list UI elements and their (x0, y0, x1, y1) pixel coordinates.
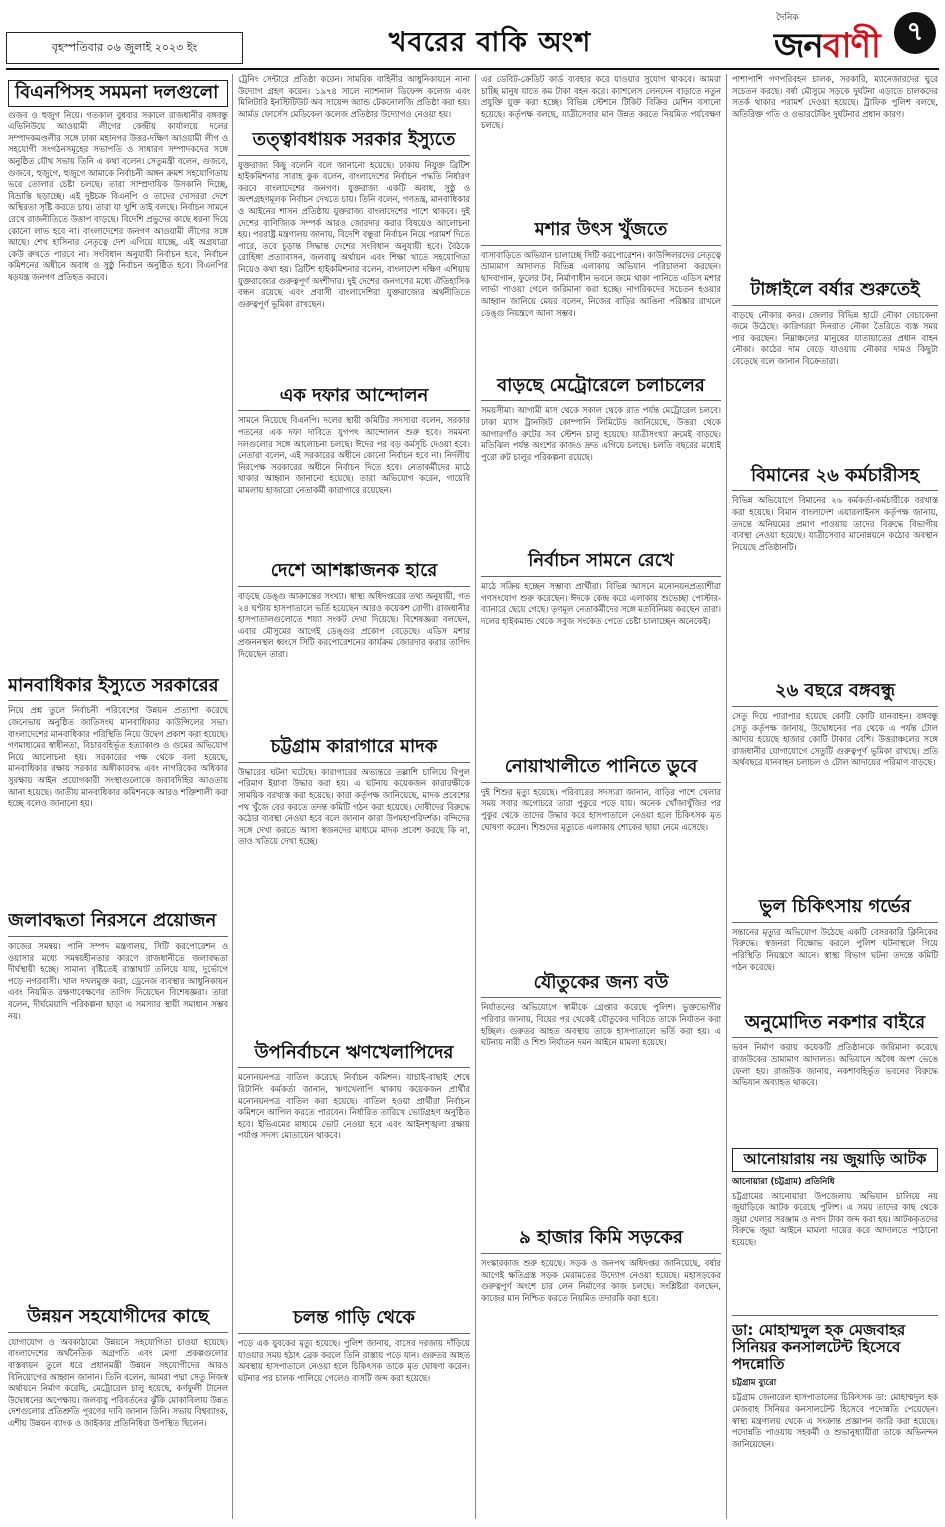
headline: নির্বাচন সামনে রেখে (528, 550, 674, 572)
divider (238, 586, 470, 587)
divider (481, 1253, 721, 1254)
article-body: বাড়ছে নৌকার কদর। জেলার বিভিন্ন হাটে নৌকা বেচাকেনা জমে উঠেছে। কারিগররা দিনরাত নৌকা তৈরিতে ব্যস্ত সময় পার করছেন। নিম্নাঞ্চলের মানুষের যাতায়াতের প্রধান বাহন নৌকা। কাঠের দাম বেড়ে যাওয়ায় নৌকার দামও কিছুটা বেড়েছে বলে জানান বিক্রেতারা। (732, 309, 938, 367)
headline: ভুল চিকিৎসায় গর্ভের (759, 896, 911, 918)
article-body: এর ডেবিট-ক্রেডিট কার্ড ব্যবহার করে যাওয়ার সুযোগ থাকবে। আমরা চাচ্ছি মানুষ যাতে কম টাকা বহন করে। ক্যাশলেস লেনদেন বাড়াতে নতুন প্রযুক্তি যুক্ত করা হচ্ছে। বিভিন্ন স্টেশনে টিকিট বিক্রির মেশিন বসানো হয়েছে। কর্তৃপক্ষ বলছে, যাত্রীসেবার মান উন্নত করতে নিয়মিত পর্যবেক্ষণ চলছে। (481, 74, 721, 131)
column-3 (481, 74, 721, 1519)
headline: ২৬ বছরে বঙ্গবন্ধু (774, 680, 896, 702)
column-divider (232, 74, 233, 1519)
column-divider (726, 74, 727, 1519)
article-body: বাড়ছে ডেঙ্গু আক্রান্তের সংখ্যা। স্বাস্থ্য অধিদপ্তরের তথ্য অনুযায়ী, গত ২৪ ঘণ্টায় হাসপাতালে ভর্তি হয়েছেন আরও কয়েকশ রোগী। রাজধানীর হাসপাতালগুলোতে শয্যা সংকট দেখা দিয়েছে। বিশেষজ্ঞরা বলছেন, এবার মৌসুমের আগেই ডেঙ্গুর প্রকোপ বেড়েছে। এডিস মশার প্রজননস্থল ধ্বংসে সিটি করপোরেশনের কার্যক্রম জোরদার করার তাগিদ দিয়েছেন তারা। (238, 591, 470, 660)
headline: আনোয়ারায় নয় জুয়াড়ি আটক (732, 1148, 938, 1171)
newspaper-logo (760, 6, 940, 66)
article-body: সামনে নিয়েছে বিএনপি। দলের স্থায়ী কমিটির সদস্যরা বলেন, সরকার পতনের এক দফা দাবিতে যুগপৎ আন্দোলন শুরু হবে। সমমনা দলগুলোর সঙ্গে আলোচনা চলছে। ঈদের পর বড় কর্মসূচি দেওয়া হবে। নেতারা বলেন, এই সরকারের অধীনে কোনো নির্বাচন হবে না। নির্দলীয় নিরপেক্ষ সরকারের অধীনে নির্বাচন দিতে হবে। নেতাকর্মীদের মাঠে থাকার আহ্বান জানানো হয়েছে। তারা অভিযোগ করেন, গায়েবি মামলায় হাজারো নেতাকর্মী কারাগারে রয়েছেন। (238, 415, 470, 495)
article-body: সেতু দিয়ে পারাপার হয়েছে কোটি কোটি যানবাহন। বঙ্গবন্ধু সেতু কর্তৃপক্ষ জানায়, উদ্বোধনের পর থেকে এ পর্যন্ত টোল আদায় হয়েছে হাজার কোটি টাকার বেশি। উত্তরাঞ্চলের সঙ্গে রাজধানীর যোগাযোগে সেতুটি গুরুত্বপূর্ণ ভূমিকা রাখছে। প্রতি অর্থবছরে যানবাহন চলাচল ও টোল আদায়ের পরিমাণ বাড়ছে। (732, 711, 938, 768)
article-body: পড়ে এক যুবকের মৃত্যু হয়েছে। পুলিশ জানায়, বাসের দরজায় দাঁড়িয়ে যাওয়ার সময় হঠাৎ ব্রেক করলে তিনি রাস্তায় পড়ে যান। গুরুতর আহত অবস্থায় হাসপাতালে নেওয়া হলে চিকিৎসক তাকে মৃত ঘোষণা করেন। ঘটনার পর চালক পালিয়ে গেলেও বাসটি জব্দ করা হয়েছে। (238, 1338, 470, 1383)
article-body: সংস্কারকাজ শুরু হয়েছে। সড়ক ও জনপথ অধিদপ্তর জানিয়েছে, বর্ষার আগেই ক্ষতিগ্রস্ত সড়ক মেরামতের উদ্যোগ নেওয়া হয়েছে। মহাসড়কের গুরুত্বপূর্ণ অংশে চার লেন নির্মাণের কাজ চলছে। সংশ্লিষ্টরা বলছেন, কাজের মান নিশ্চিত করতে নিয়মিত তদারকি করা হবে। (481, 1258, 721, 1303)
article-body: মনোনয়নপত্র বাতিল করেছে নির্বাচন কমিশন। যাচাই-বাছাই শেষে রিটার্নিং কর্মকর্তা জানান, ঋণখেলাপি থাকায় কয়েকজন প্রার্থীর মনোনয়নপত্র বাতিল করা হয়েছে। বাতিল হওয়া প্রার্থীরা নির্বাচন কমিশনে আপিল করতে পারবেন। নির্ধারিত তারিখে ভোটগ্রহণ অনুষ্ঠিত হবে। ইভিএমের মাধ্যমে ভোট নেওয়া হবে এবং আইনশৃঙ্খলা রক্ষায় পর্যাপ্ত সদস্য মোতায়েন থাকবে। (238, 1072, 470, 1141)
headline: দেশে আশঙ্কাজনক হারে (270, 560, 438, 582)
divider (732, 922, 938, 923)
logo-part-2: বাণী (822, 26, 880, 66)
column-2 (238, 74, 470, 1519)
divider (481, 245, 721, 246)
headline: বিএনপিসহ সমমনা দলগুলো (8, 80, 228, 107)
article-body: যুক্তরাজ্য কিছু বলেনি বলে জানানো হয়েছে। ঢাকায় নিযুক্ত ব্রিটিশ হাইকমিশনার সারাহ কুক বলেন, বাংলাদেশের নির্বাচন পদ্ধতি নির্ধারণ করবে বাংলাদেশের জনগণ। যুক্তরাজ্য একটি অবাধ, সুষ্ঠু ও অংশগ্রহণমূলক নির্বাচন দেখতে চায়। তিনি বলেন, গণতন্ত্র, মানবাধিকার ও আইনের শাসন প্রতিষ্ঠায় যুক্তরাজ্য বাংলাদেশের পাশে থাকবে। দুই দেশের বাণিজ্যিক সম্পর্ক আরও জোরদার করার বিষয়েও আলোচনা হয়। পররাষ্ট্র মন্ত্রণালয় জানায়, বিদেশি বন্ধুরা নির্বাচন নিয়ে পরামর্শ দিতে পারে, তবে চূড়ান্ত সিদ্ধান্ত দেশের সংবিধান অনুযায়ী হবে। বৈঠকে রোহিঙ্গা প্রত্যাবাসন, জলবায়ু অর্থায়ন এবং শিক্ষা খাতে সহযোগিতা নিয়েও কথা হয়। ব্রিটিশ হাইকমিশনার বলেন, বাংলাদেশ দক্ষিণ এশিয়ায় যুক্তরাজ্যের গুরুত্বপূর্ণ অংশীদার। দুই দেশের জনগণের মধ্যে ঐতিহাসিক বন্ধন রয়েছে এবং প্রবাসী বাংলাদেশিরা যুক্তরাজ্যের অর্থনীতিতে গুরুত্বপূর্ণ ভূমিকা রাখছেন। (238, 159, 470, 309)
divider (8, 1332, 228, 1333)
article-body: কাজের সমন্বয়। পানি সম্পদ মন্ত্রণালয়, সিটি করপোরেশন ও ওয়াসার মধ্যে সমন্বয়হীনতার কারণে রাজধানীতে জলাবদ্ধতা দীর্ঘস্থায়ী হচ্ছে। সামান্য বৃষ্টিতেই রাস্তাঘাট তলিয়ে যায়, দুর্ভোগে পড়ে নগরবাসী। খাল দখলমুক্ত করা, ড্রেনেজ ব্যবস্থার আধুনিকায়ন এবং নিয়মিত রক্ষণাবেক্ষণের তাগিদ দিয়েছেন বিশেষজ্ঞরা। তারা বলেন, দীর্ঘমেয়াদি পরিকল্পনা ছাড়া এ সমস্যার স্থায়ী সমাধান সম্ভব নয়। (8, 941, 228, 1021)
headline: উন্নয়ন সহযোগীদের কাছে (27, 1306, 209, 1328)
headline: যৌতুকের জন্য বউ (533, 971, 669, 993)
divider (732, 305, 938, 306)
divider (732, 706, 938, 707)
headline: ডা: মোহাম্মদুল হক মেজবাহর সিনিয়র কনসালটেন্ট হিসেবে পদন্নোতি (732, 1320, 906, 1374)
article-body: মাঠে সক্রিয় হচ্ছেন সম্ভাব্য প্রার্থীরা। বিভিন্ন আসনে মনোনয়নপ্রত্যাশীরা গণসংযোগ শুরু করেছেন। ঈদকে কেন্দ্র করে এলাকায় শুভেচ্ছা পোস্টার-ব্যানারে ছেয়ে গেছে। তৃণমূল নেতাকর্মীদের সঙ্গে মতবিনিময় করছেন তারা। দলের হাইকমান্ড থেকে সবুজ সংকেত পেতে চেষ্টা চালাচ্ছেন অনেকেই। (481, 581, 721, 626)
article-body: বাসাবাড়িতে অভিযান চালাচ্ছে সিটি করপোরেশন। কাউন্সিলরদের নেতৃত্বে ভ্রাম্যমাণ আদালত বিভিন্ন এলাকায় অভিযান পরিচালনা করছেন। ছাদবাগান, ফুলের টব, নির্মাণাধীন ভবনে জমে থাকা পানিতে এডিস মশার লার্ভা পাওয়া গেলে জরিমানা করা হচ্ছে। নাগরিকদের সচেতন হওয়ার আহ্বান জানিয়ে মেয়র বলেন, নিজের বাড়ির আঙিনা পরিষ্কার রাখলে ডেঙ্গু নিয়ন্ত্রণে আনা সম্ভব। (481, 249, 721, 318)
article-body: চট্টগ্রাম জেনারেল হাসপাতালের চিকিৎসক ডা: মোহাম্মদুল হক মেজবাহ সিনিয়র কনসালটেন্ট হিসেবে পদোন্নতি পেয়েছেন। স্বাস্থ্য মন্ত্রণালয় থেকে এ সংক্রান্ত প্রজ্ঞাপন জারি করা হয়েছে। পদোন্নতি পাওয়ায় সহকর্মী ও শুভানুধ্যায়ীরা তাকে অভিনন্দন জানিয়েছেন। (732, 1392, 938, 1449)
masthead (0, 0, 945, 70)
column-1 (8, 74, 228, 1519)
page-number-badge: ৭ (894, 12, 936, 54)
logo-part-1: জন (774, 26, 823, 66)
divider (732, 1037, 938, 1038)
divider (481, 400, 721, 401)
divider (238, 1333, 470, 1334)
headline: চট্টগ্রাম কারাগারে মাদক (270, 736, 438, 758)
headline: জলাবদ্ধতা নিরসনে প্রয়োজন (8, 910, 217, 932)
divider (481, 576, 721, 577)
headline: এক দফার আন্দোলন (279, 384, 429, 406)
article-body: ভবন নির্মাণ করায় কয়েকটি প্রতিষ্ঠানকে জরিমানা করেছে রাজউকের ভ্রাম্যমাণ আদালত। অভিযানে অবৈধ অংশ ভেঙে ফেলা হয়। রাজউক জানায়, নকশাবহির্ভূত ভবনের বিরুদ্ধে অভিযান অব্যাহত থাকবে। (732, 1042, 938, 1088)
headline: ৯ হাজার কিমি সড়কের (519, 1227, 683, 1249)
divider (732, 1315, 938, 1316)
divider (238, 762, 470, 763)
column-4 (732, 74, 938, 1519)
divider (238, 1067, 470, 1068)
divider (732, 490, 938, 491)
article-body: সন্তানের মৃত্যুর অভিযোগ উঠেছে একটি বেসরকারি ক্লিনিকের বিরুদ্ধে। স্বজনরা বিক্ষোভ করলে পুলিশ ঘটনাস্থলে গিয়ে পরিস্থিতি নিয়ন্ত্রণে আনে। স্বাস্থ্য বিভাগ ঘটনা তদন্তে কমিটি গঠন করেছে। (732, 926, 938, 972)
headline: মশার উৎস খুঁজতে (534, 219, 668, 240)
headline: টাঙ্গাইলে বর্ষার শুরুতেই (750, 279, 920, 300)
byline: আনোয়ারা (চট্টগ্রাম) প্রতিনিধি (732, 1176, 835, 1187)
issue-date: বৃহস্পতিবার ০৬ জুলাই ২০২৩ ইং (6, 32, 243, 64)
article-body: পাশাপাশি গণপরিবহন চালক, সরকারি, ম্যানেজারদের ঘুরে সচেতন করছে। বর্ষা মৌসুমে সড়কে দুর্ঘটনা এড়াতে চালকদের সতর্ক থাকার পরামর্শ দেওয়া হয়েছে। ট্রাফিক পুলিশ বলছে, অতিরিক্ত গতি ও ওভারটেকিং দুর্ঘটনার প্রধান কারণ। (732, 74, 938, 119)
logo-daily-label: দৈনিক (776, 13, 799, 23)
headline: চলন্ত গাড়ি থেকে (293, 1307, 415, 1329)
article-body: গুজব ও হুজুগ নিয়ে। গতকাল বুধবার সকালে রাজধানীর বঙ্গবন্ধু এভিনিউয়ে আওয়ামী লীগের কেন্দ্রীয় কার্যালয়ে দলের সম্পাদকমণ্ডলীর সঙ্গে ঢাকা মহানগর উত্তর-দক্ষিণ আওয়ামী লীগ ও সহযোগী সংগঠনসমূহের সভাপতি ও সাধারণ সম্পাদকদের সঙ্গে অনুষ্ঠিত যৌথ সভায় তিনি এ কথা বলেন। সেতুমন্ত্রী বলেন, গুজবে, গুজবে, হুজুগে, হুজুগে আমাকে নির্বাচনী অঙ্গন ক্রমশ সহযোগিতায় ভরে তোলার চেষ্টা চলছে। তারা সাম্প্রদায়িক উসকানি দিচ্ছে, বিভ্রান্তি ছড়াচ্ছে। এই দুষ্টচক্র বিএনপি ও তাদের দোসররা দেশে অস্থিরতা সৃষ্টি করতে চায়। তারা যা খুশি তাই বলছে। নির্বাচন সামনে রেখে রাজনীতিতে উত্তাপ বাড়ছে। বিদেশি প্রভুদের কাছে ধরনা দিয়ে কোনো লাভ হবে না। বাংলাদেশের জনগণ আওয়ামী লীগের সঙ্গে আছে। শেখ হাসিনার নেতৃত্বে দেশ এগিয়ে যাচ্ছে, এই অগ্রযাত্রা কেউ রুখতে পারবে না। সংবিধান অনুযায়ী নির্বাচন হবে, নির্বাচন কমিশনের অধীনে অবাধ ও সুষ্ঠু নির্বাচন অনুষ্ঠিত হবে। বিএনপির ষড়যন্ত্র জনগণ প্রতিহত করবে। (8, 109, 228, 282)
divider (238, 410, 470, 411)
headline: বাড়ছে মেট্রোরেলে চলাচলের (497, 374, 705, 396)
headline: বিমানের ২৬ কর্মচারীসহ (750, 464, 920, 486)
divider (481, 782, 721, 783)
article-body: নির্যাতনের অভিযোগে স্বামীকে গ্রেপ্তার করেছে পুলিশ। ভুক্তভোগীর পরিবার জানায়, বিয়ের পর থেকেই যৌতুকের দাবিতে তাকে নির্যাতন করা হচ্ছিল। গুরুতর আহত অবস্থায় তাকে হাসপাতালে ভর্তি করা হয়। এ ঘটনায় নারী ও শিশু নির্যাতন দমন আইনে মামলা হয়েছে। (481, 1002, 721, 1048)
headline: তত্ত্বাবধায়ক সরকার ইস্যুতে (252, 129, 456, 150)
headline: নোয়াখালীতে পানিতে ডুবে (504, 756, 698, 778)
article-body: সময়সীমা। আগামী মাস থেকে সকাল থেকে রাত পর্যন্ত মেট্রোরেল চলবে। ঢাকা ম্যাস ট্রানজিট কোম্পানি লিমিটেড জানিয়েছে, উত্তরা থেকে আগারগাঁও রুটের সব স্টেশন চালু হয়েছে। যাত্রীসংখ্যা ক্রমেই বাড়ছে। মতিঝিল পর্যন্ত অংশের কাজও দ্রুত এগিয়ে চলছে। চলতি বছরের মধ্যেই পুরো রুট চালুর পরিকল্পনা রয়েছে। (481, 405, 721, 462)
article-body: যোগাযোগ ও অবকাঠামো উন্নয়নে সহযোগিতা চাওয়া হয়েছে। বাংলাদেশের অর্থনৈতিক অগ্রগতি এবং মেগা প্রকল্পগুলোর বাস্তবায়ন তুলে ধরে প্রধানমন্ত্রী উন্নয়ন সহযোগীদের আরও বিনিয়োগের আহ্বান জানান। তিনি বলেন, আমরা পদ্মা সেতু নিজস্ব অর্থায়নে নির্মাণ করেছি, মেট্রোরেল চালু হয়েছে, কর্ণফুলী টানেল উদ্বোধনের অপেক্ষায়। জলবায়ু পরিবর্তনের ঝুঁকি মোকাবিলায় উন্নত দেশগুলোর প্রতিশ্রুতি পূরণের দাবি জানান তিনি। সভায় বিশ্বব্যাংক, এশীয় উন্নয়ন ব্যাংক ও জাইকার প্রতিনিধিরা উপস্থিত ছিলেন। (8, 1336, 228, 1428)
headline: মানবাধিকার ইস্যুতে সরকারের (8, 674, 219, 696)
article-body: দুই শিশুর মৃত্যু হয়েছে। পরিবারের সদস্যরা জানান, বাড়ির পাশে খেলার সময় সবার অগোচরে তারা পুকুরে পড়ে যায়। অনেক খোঁজাখুঁজির পর পুকুর থেকে তাদের উদ্ধার করে হাসপাতালে নেওয়া হলে চিকিৎসক মৃত ঘোষণা করেন। শিশুদের মৃত্যুতে এলাকায় শোকের ছায়া নেমে এসেছে। (481, 786, 721, 832)
divider (8, 700, 228, 701)
divider (481, 997, 721, 998)
divider (238, 155, 470, 156)
article-body: নিয়ে প্রশ্ন তুলে নির্বাচনী পরিবেশের উন্নয়ন প্রত্যাশা করেছে জেনেভায় অনুষ্ঠিত জাতিসংঘ মানবাধিকার কাউন্সিলের সভা। বাংলাদেশের মানবাধিকার পরিস্থিতি নিয়ে উদ্বেগ প্রকাশ করা হয়েছে। গণমাধ্যমের স্বাধীনতা, বিচারবহির্ভূত হত্যাকাণ্ড ও গুমের অভিযোগ নিয়ে আলোচনা হয়। সরকারের পক্ষ থেকে বলা হয়েছে, মানবাধিকার রক্ষায় সরকার অঙ্গীকারবদ্ধ এবং নাগরিকের অধিকার সুরক্ষায় আইন প্রয়োগকারী সংস্থাগুলোকে জবাবদিহির আওতায় আনা হয়েছে। জাতীয় মানবাধিকার কমিশনকে আরও শক্তিশালী করা হচ্ছে বলেও জানানো হয়। (8, 705, 228, 809)
article-body: উদ্ধারের ঘটনা ঘটেছে। কারাগারের অভ্যন্তরে তল্লাশি চালিয়ে বিপুল পরিমাণ ইয়াবা উদ্ধার করা হয়। এ ঘটনায় কয়েকজন কারারক্ষীকে সাময়িক বরখাস্ত করা হয়েছে। কারা কর্তৃপক্ষ জানিয়েছে, মাদক প্রবেশের পথ খুঁজে বের করতে তদন্ত কমিটি গঠন করা হয়েছে। দোষীদের বিরুদ্ধে কঠোর ব্যবস্থা নেওয়া হবে বলে জানান কারা উপমহাপরিদর্শক। বন্দিদের সঙ্গে দেখা করতে আসা স্বজনদের মাধ্যমে মাদক প্রবেশ করছে কি না, তাও খতিয়ে দেখা হচ্ছে। (238, 766, 470, 847)
article-body: চট্টগ্রামের আনোয়ারা উপজেলায় অভিযান চালিয়ে নয় জুয়াড়িকে আটক করেছে পুলিশ। এ সময় তাদের কাছ থেকে জুয়া খেলার সরঞ্জাম ও নগদ টাকা জব্দ করা হয়। আটককৃতদের বিরুদ্ধে জুয়া আইনে মামলা দায়ের করে আদালতে পাঠানো হয়েছে। (732, 1190, 938, 1248)
byline: চট্টগ্রাম ব্যুরো (732, 1378, 777, 1389)
column-divider (475, 74, 476, 1519)
headline: অনুমোদিত নকশার বাইরে (744, 1011, 926, 1033)
section-title: খবরের বাকি অংশ (388, 26, 592, 58)
masthead-rule (6, 68, 939, 70)
headline: উপনির্বাচনে ঋণখেলাপিদের (254, 1041, 454, 1063)
article-body: বিভিন্ন অভিযোগে বিমানের ২৬ কর্মকর্তা-কর্মচারীকে বরখাস্ত করা হয়েছে। বিমান বাংলাদেশ এয়ারলাইনস কর্তৃপক্ষ জানায়, তদন্তে অনিয়মের প্রমাণ পাওয়ায় তাদের বিরুদ্ধে বিভাগীয় ব্যবস্থা নেওয়া হয়েছে। যাত্রীসেবার মানোন্নয়নে কঠোর অবস্থান নিয়েছে প্রতিষ্ঠানটি। (732, 495, 938, 552)
article-body: ট্রেনিং সেন্টারে প্রতিষ্ঠা করেন। সামরিক বাহিনীর আধুনিকায়নে নানা উদ্যোগ গ্রহণ করেন। ১৯৭৪ সালে ন্যাশনাল ডিফেন্স কলেজ এবং মিলিটারি ইনস্টিটিউট অব সায়েন্স অ্যান্ড টেকনোলজি প্রতিষ্ঠা করা হয়। আর্মড ফোর্সেস মেডিকেল কলেজ প্রতিষ্ঠার উদ্যোগও নেওয়া হয়। (238, 74, 470, 119)
divider (8, 936, 228, 937)
